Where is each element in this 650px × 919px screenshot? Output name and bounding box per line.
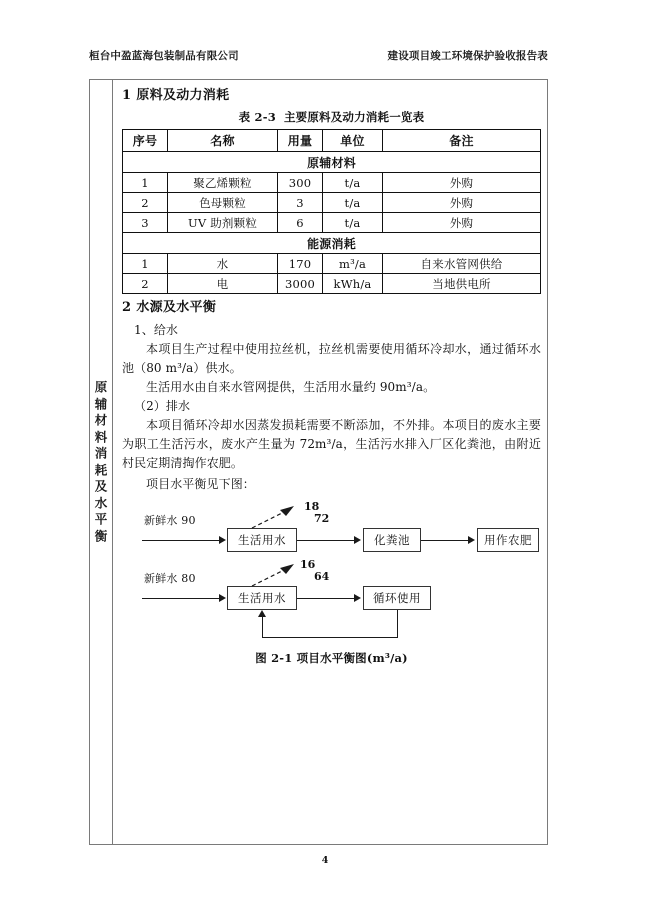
table-group-row — [123, 233, 541, 254]
group-label-raw-materials: 原辅材料 — [123, 152, 541, 173]
water-balance-diagram — [122, 498, 541, 673]
section-1-title: 原料及动力消耗 — [136, 88, 230, 103]
paragraph-see-diagram: 项目水平衡见下图： — [146, 477, 255, 491]
cell-note: 外购 — [383, 193, 541, 213]
cell-no: 1 — [123, 254, 168, 274]
group-label-energy: 能源消耗 — [123, 233, 541, 254]
cell-name: UV 助剂颗粒 — [168, 213, 278, 233]
cell-no: 2 — [123, 193, 168, 213]
table-row — [123, 193, 541, 213]
row2-evaporation-value: 16 — [300, 558, 316, 571]
page-number: 4 — [321, 855, 329, 866]
content-area — [113, 80, 551, 844]
row1-box-domestic-water: 生活用水 — [227, 528, 297, 552]
table-header-row — [123, 130, 541, 152]
table-caption-number: 表 2-3 — [238, 110, 276, 124]
cell-qty: 3 — [278, 193, 323, 213]
subsection-water-supply: 1、给水 — [134, 323, 179, 337]
row1-evaporation-arrow-icon — [250, 504, 300, 530]
cell-note: 外购 — [383, 173, 541, 193]
table-row — [123, 254, 541, 274]
row2-outflow-arrowhead — [354, 594, 361, 602]
paragraph-wastewater: 本项目循环冷却水因蒸发损耗需要不断添加，不外排。本项目的废水主要为职工生活污水，废水产生量为 72m³/a，生活污水排入厂区化粪池，由附近村民定期清掏作农肥。 — [122, 418, 541, 470]
col-header-qty: 用量 — [278, 130, 323, 152]
paragraph-domestic-water: 生活用水由自来水管网提供，生活用水量约 90m³/a。 — [146, 380, 436, 394]
cell-unit: kWh/a — [323, 274, 383, 294]
row2-source-label: 新鲜水 80 — [144, 572, 196, 585]
cell-name: 水 — [168, 254, 278, 274]
recycle-loop-down-line — [397, 610, 398, 638]
section-1-heading — [122, 87, 541, 105]
col-header-unit: 单位 — [323, 130, 383, 152]
row2-inflow-arrowhead — [219, 594, 226, 602]
row1-to-fertilizer-line — [421, 540, 469, 541]
table-row — [123, 274, 541, 294]
document-frame — [89, 79, 548, 845]
row2-inflow-line — [142, 598, 220, 599]
cell-name: 电 — [168, 274, 278, 294]
table-row — [123, 173, 541, 193]
row1-outflow-line — [297, 540, 355, 541]
cell-qty: 6 — [278, 213, 323, 233]
col-header-no: 序号 — [123, 130, 168, 152]
section-2-title: 水源及水平衡 — [136, 300, 217, 315]
materials-consumption-table — [122, 129, 541, 294]
recycle-loop-arrowhead — [258, 610, 266, 617]
paragraph-production-water: 本项目生产过程中使用拉丝机，拉丝机需要使用循环冷却水，通过循环水池（80 m³/a）供水。 — [122, 342, 541, 375]
cell-note: 外购 — [383, 213, 541, 233]
cell-unit: m³/a — [323, 254, 383, 274]
cell-no: 2 — [123, 274, 168, 294]
subsection-drainage: （2）排水 — [134, 399, 191, 413]
row1-outflow-arrowhead — [354, 536, 361, 544]
row1-outflow-value: 72 — [314, 512, 330, 525]
table-caption-title: 主要原料及动力消耗一览表 — [283, 110, 425, 124]
cell-unit: t/a — [323, 213, 383, 233]
row1-evaporation-value: 18 — [304, 500, 320, 513]
recycle-loop-bottom-line — [262, 637, 398, 638]
sidebar-category-cell — [90, 80, 113, 844]
row1-box-septic-tank: 化粪池 — [363, 528, 421, 552]
header-company-name: 桓台中盈蓝海包装制品有限公司 — [89, 50, 239, 62]
row2-evaporation-arrow-icon — [250, 562, 300, 588]
row2-box-recycle-use: 循环使用 — [363, 586, 431, 610]
recycle-loop-up-line — [262, 616, 263, 638]
table-caption — [122, 109, 541, 125]
row1-box-farm-fertilizer: 用作农肥 — [477, 528, 539, 552]
page-running-header — [89, 48, 548, 63]
cell-no: 1 — [123, 173, 168, 193]
cell-qty: 300 — [278, 173, 323, 193]
row1-to-fertilizer-arrowhead — [468, 536, 475, 544]
cell-unit: t/a — [323, 193, 383, 213]
header-document-title: 建设项目竣工环境保护验收报告表 — [387, 50, 548, 62]
row1-inflow-line — [142, 540, 220, 541]
sidebar-vertical-label: 原辅材料消耗及水平衡 — [94, 379, 108, 543]
col-header-name: 名称 — [168, 130, 278, 152]
row2-outflow-value: 64 — [314, 570, 330, 583]
section-2-number: 2 — [122, 300, 132, 315]
cell-note: 当地供电所 — [383, 274, 541, 294]
table-row — [123, 213, 541, 233]
row2-box-domestic-water: 生活用水 — [227, 586, 297, 610]
cell-qty: 170 — [278, 254, 323, 274]
cell-no: 3 — [123, 213, 168, 233]
row2-outflow-line — [297, 598, 355, 599]
cell-note: 自来水管网供给 — [383, 254, 541, 274]
cell-unit: t/a — [323, 173, 383, 193]
cell-name: 聚乙烯颗粒 — [168, 173, 278, 193]
row1-inflow-arrowhead — [219, 536, 226, 544]
table-group-row — [123, 152, 541, 173]
cell-qty: 3000 — [278, 274, 323, 294]
section-2-heading — [122, 299, 541, 317]
row1-source-label: 新鲜水 90 — [144, 514, 196, 527]
col-header-note: 备注 — [383, 130, 541, 152]
figure-caption: 图 2-1 项目水平衡图(m³/a) — [255, 651, 408, 665]
cell-name: 色母颗粒 — [168, 193, 278, 213]
section-1-number: 1 — [122, 88, 132, 103]
